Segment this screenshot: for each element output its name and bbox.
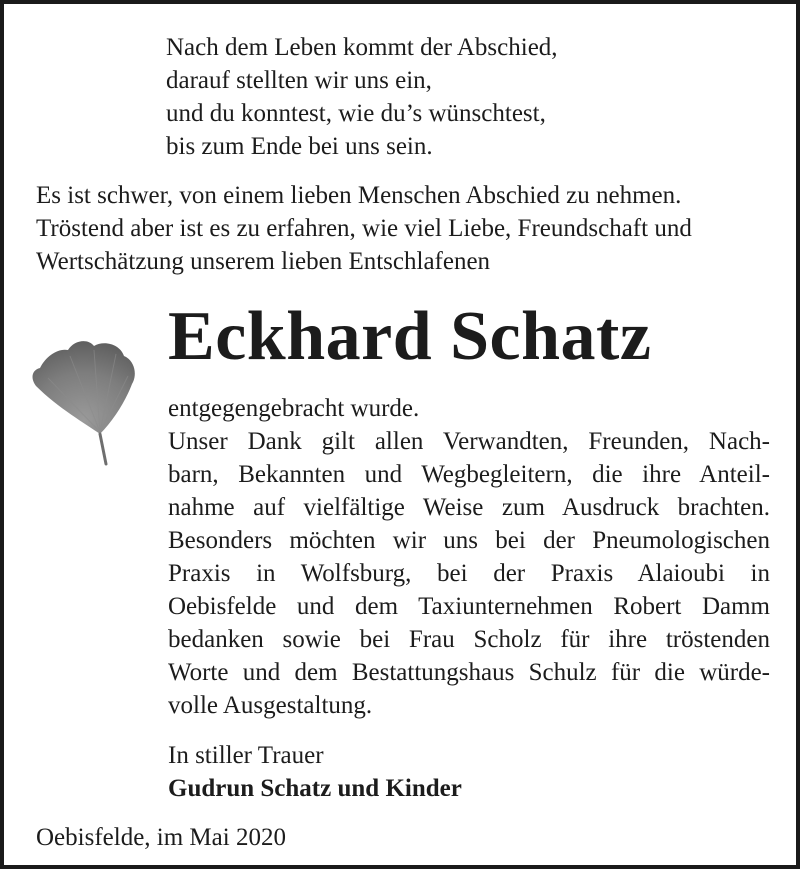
poem-line-4: bis zum Ende bei uns sein. — [166, 133, 433, 160]
closing-phrase: In stiller Trauer — [168, 742, 324, 769]
signatories: Gudrun Schatz und Kinder — [168, 775, 462, 802]
intro-line-2: Tröstend aber ist es zu erfahren, wie viel Liebe, Freundschaft und — [36, 215, 692, 242]
poem-line-3: und du konntest, wie du’s wünschtest, — [166, 100, 546, 127]
thanks-line-7: Oebisfelde und dem Taxiunternehmen Robert Damm — [168, 593, 770, 620]
thanks-line-4: nahme auf vielfältige Weise zum Ausdruck brachten. — [168, 494, 770, 521]
thanks-line-6: Praxis in Wolfsburg, bei der Praxis Alaioubi in — [168, 560, 770, 587]
intro-line-1: Es ist schwer, von einem lieben Menschen Abschied zu nehmen. — [36, 182, 682, 209]
deceased-name: Eckhard Schatz — [168, 298, 652, 375]
intro-line-3: Wertschätzung unserem lieben Entschlafenen — [36, 248, 491, 275]
poem-line-1: Nach dem Leben kommt der Abschied, — [166, 34, 558, 61]
thanks-line-3: barn, Bekannten und Wegbegleitern, die ihre Anteil- — [168, 461, 770, 488]
ginkgo-leaf-icon — [28, 334, 140, 466]
thanks-line-5: Besonders möchten wir uns bei der Pneumologischen — [168, 527, 770, 554]
thanks-line-1: entgegengebracht wurde. — [168, 395, 420, 422]
thanks-line-9: Worte und dem Bestattungshaus Schulz für die würde- — [168, 659, 770, 686]
thanks-line-8: bedanken sowie bei Frau Scholz für ihre tröstenden — [168, 626, 770, 653]
thanks-line-10: volle Ausgestaltung. — [168, 692, 373, 719]
poem-line-2: darauf stellten wir uns ein, — [166, 67, 432, 94]
thanks-line-2: Unser Dank gilt allen Verwandten, Freunden, Nach- — [168, 428, 770, 455]
place-date: Oebisfelde, im Mai 2020 — [36, 824, 286, 851]
